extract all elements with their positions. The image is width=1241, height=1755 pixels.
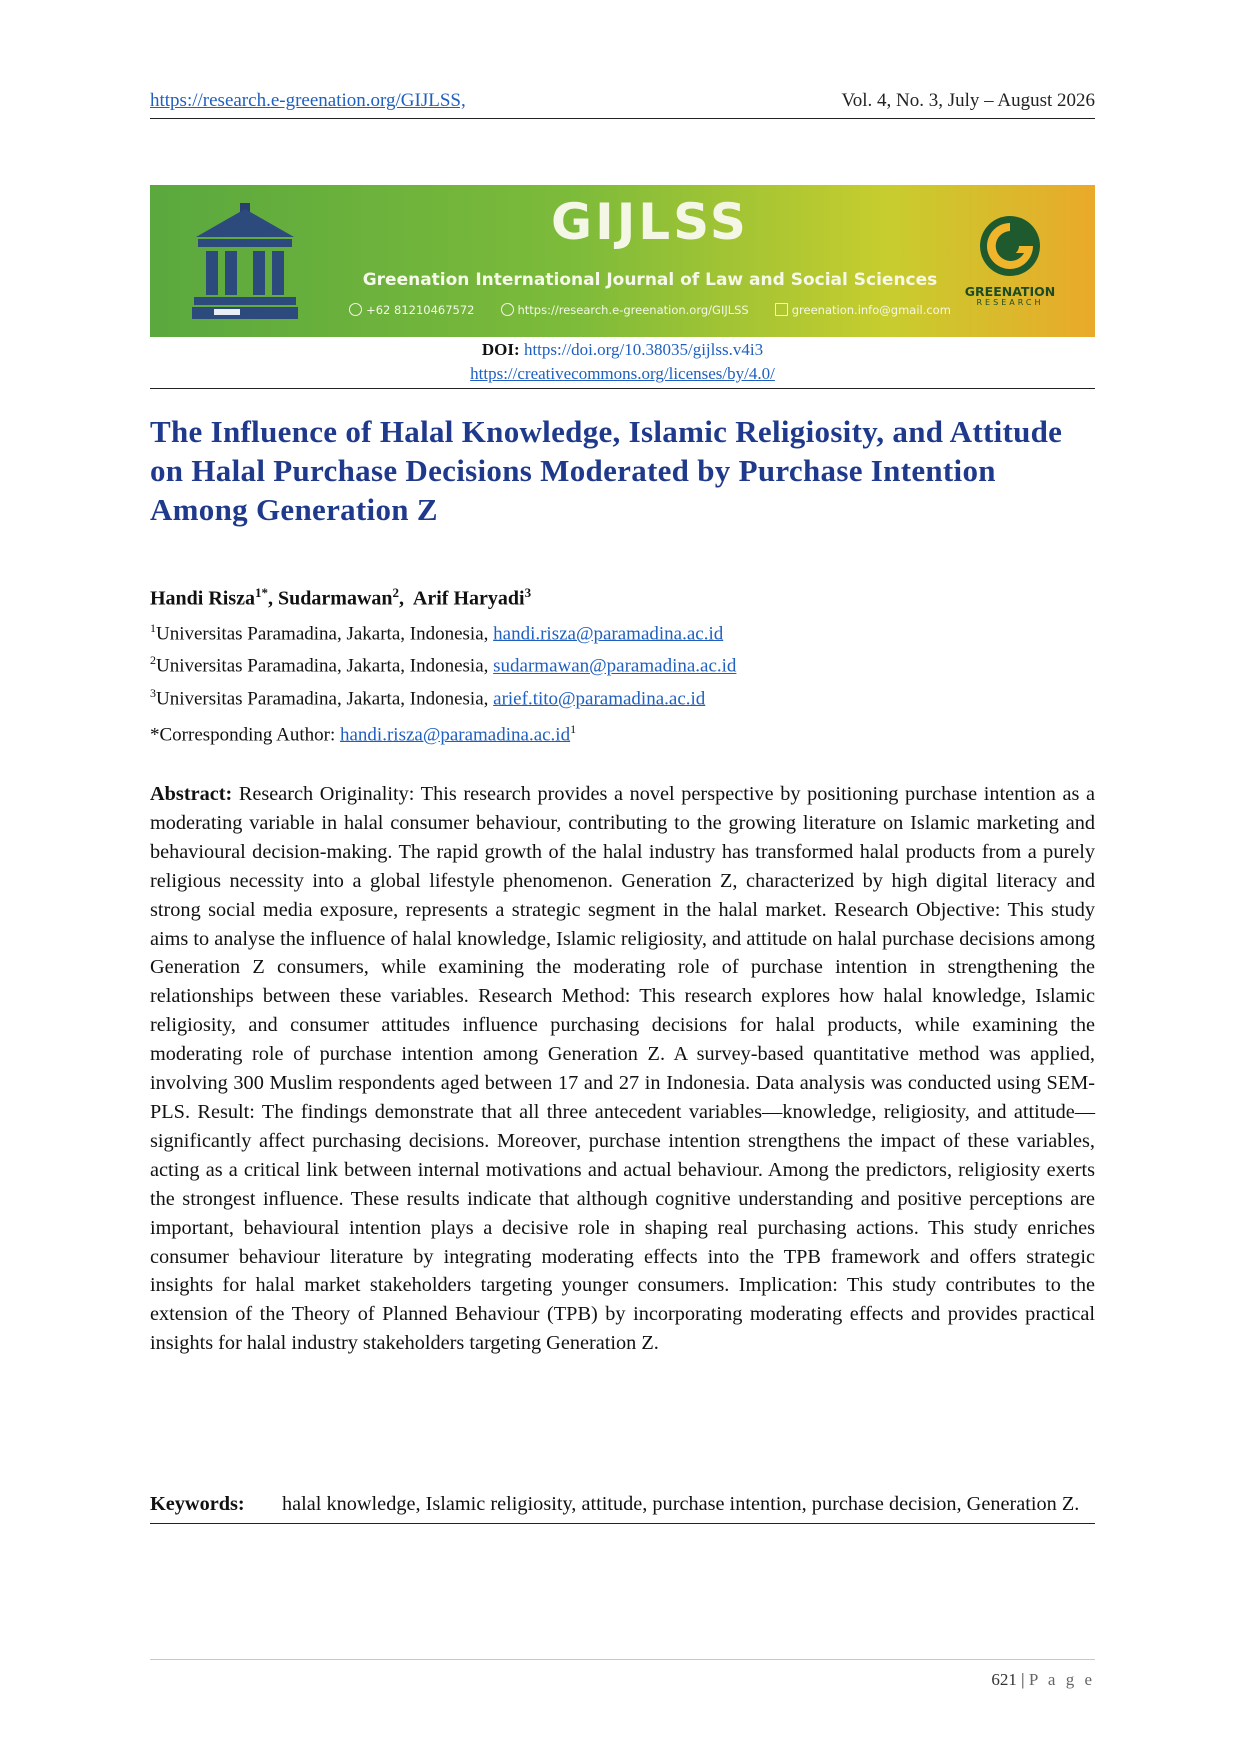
phone-contact — [349, 303, 474, 317]
paper-title: The Influence of Halal Knowledge, Islamic Religiosity, and Attitude on Halal Purchase Decisions Moderated by Purchase Intention Among Generation Z — [150, 414, 1063, 527]
author-sup: 3 — [524, 585, 532, 600]
building-icon — [192, 203, 298, 321]
journal-abbrev: GIJLSS — [551, 193, 749, 251]
license-link[interactable]: https://creativecommons.org/licenses/by/4.0/ — [470, 364, 775, 383]
affiliation-text: Universitas Paramadina, Jakarta, Indonesia, — [156, 623, 489, 645]
license-line — [150, 362, 1095, 386]
author-name: Sudarmawan — [278, 587, 393, 610]
affiliation-text: Universitas Paramadina, Jakarta, Indonesia, — [156, 655, 489, 677]
logo-brand-name: GREENATION — [964, 284, 1056, 299]
affiliation-sup: 1 — [150, 621, 156, 635]
banner-contacts — [340, 303, 960, 317]
affiliation-email-link[interactable]: handi.risza@paramadina.ac.id — [493, 623, 724, 645]
footer-separator: | — [1021, 1670, 1025, 1689]
affiliation-email-link[interactable]: arief.tito@paramadina.ac.id — [493, 687, 706, 709]
email-contact — [775, 303, 951, 317]
whatsapp-icon — [349, 303, 362, 316]
corresponding-author — [150, 722, 576, 746]
affiliation-email-link[interactable]: sudarmawan@paramadina.ac.id — [493, 655, 737, 677]
abstract-text: Research Originality: This research provides a novel perspective by positioning purchase intention as a moderating variable in halal consumer behaviour, contributing to the growing literature on Islamic marketing and behavioural decision-making. The rapid growth of the halal industry has transformed halal products from a purely religious necessity into a global lifestyle phenomenon. Generation Z, characterized by high digital literacy and strong social media exposure, represents a strategic segment in the halal market. Research Objective: This study aims to analyse the influence of halal knowledge, Islamic religiosity, and attitude on halal purchase decisions among Generation Z consumers, while examining the moderating role of purchase intention in strengthening the relationships between these variables. Research Method: This research explores how halal knowledge, Islamic religiosity, and consumer attitudes influence purchasing decisions for halal products, while examining the moderating role of purchase intention among Generation Z. A survey-based quantitative method was applied, involving 300 Muslim respondents aged between 17 and 27 in Indonesia. Data analysis was conducted using SEM-PLS. Result: The findings demonstrate that all three antecedent variables—knowledge, religiosity, and attitude—significantly affect purchasing decisions. Moreover, purchase intention strengthens the impact of these variables, acting as a critical link between internal motivations and actual behaviour. Among the predictors, religiosity exerts the strongest influence. These results indicate that although cognitive understanding and positive perceptions are important, behavioural intention plays a decisive role in shaping real purchasing actions. This study enriches consumer behaviour literature by integrating moderating effects into the TPB framework and offers strategic insights for halal market stakeholders targeting younger consumers. Implication: This study contributes to the extension of the Theory of Planned Behaviour (TPB) by incorporating moderating effects and provides practical insights for halal industry stakeholders targeting Generation Z. — [150, 783, 1095, 1355]
greenation-logo — [955, 215, 1065, 325]
page-footer — [991, 1670, 1095, 1690]
affiliation-sup: 2 — [150, 653, 156, 668]
greenation-logo-icon — [979, 215, 1041, 277]
author-name: Arif Haryadi — [412, 587, 525, 610]
doi-link[interactable]: https://doi.org/10.38035/gijlss.v4i3 — [523, 340, 764, 359]
running-header — [150, 90, 1095, 119]
keywords-label: Keywords: — [150, 1493, 245, 1515]
affiliation-text: Universitas Paramadina, Jakarta, Indonesia, — [156, 687, 489, 709]
keywords-text: halal knowledge, Islamic religiosity, attitude, purchase intention, purchase decision, Generation Z. — [282, 1493, 1080, 1515]
journal-banner — [150, 185, 1095, 337]
journal-url-link[interactable]: https://research.e-greenation.org/GIJLSS, — [150, 90, 466, 111]
corresponding-sup: 1 — [570, 722, 577, 736]
journal-name: Greenation International Journal of Law and Social Sciences — [362, 270, 938, 290]
website-text: https://research.e-greenation.org/GIJLSS — [517, 303, 749, 317]
author-sup: 1* — [255, 585, 269, 600]
author-list: Handi Risza$^{1*}$, Sudarmawan$^2$, Arif Haryadi$^3$ — [150, 585, 532, 610]
doi-block — [150, 338, 1095, 389]
doi-line — [150, 338, 1095, 362]
page-number: 621 — [991, 1670, 1017, 1689]
corresponding-email-link[interactable]: handi.risza@paramadina.ac.id — [340, 724, 571, 746]
affiliation-item — [150, 615, 736, 647]
page-label: P a g e — [1028, 1670, 1095, 1689]
abstract-label: Abstract: — [150, 783, 233, 805]
mail-icon — [775, 303, 788, 316]
phone-text: +62 81210467572 — [366, 303, 475, 317]
website-contact — [501, 303, 749, 317]
author-name: Handi Risza — [150, 587, 256, 610]
footer-divider — [150, 1659, 1095, 1660]
affiliation-item — [150, 680, 736, 712]
affiliation-sup: 3 — [150, 685, 156, 700]
logo-brand-sub: RESEARCH — [976, 298, 1044, 307]
keywords — [150, 1490, 1095, 1524]
paper-page — [150, 0, 1095, 1755]
affiliation-list — [150, 615, 736, 712]
corresponding-label: *Corresponding Author: — [150, 724, 336, 746]
author-sup: 2 — [392, 585, 400, 600]
doi-label: DOI: — [481, 340, 520, 359]
affiliation-item — [150, 647, 736, 679]
email-text: greenation.info@gmail.com — [791, 303, 951, 317]
globe-icon — [501, 303, 514, 316]
volume-info: Vol. 4, No. 3, July – August 2026 — [841, 90, 1095, 111]
abstract — [150, 780, 1095, 1358]
